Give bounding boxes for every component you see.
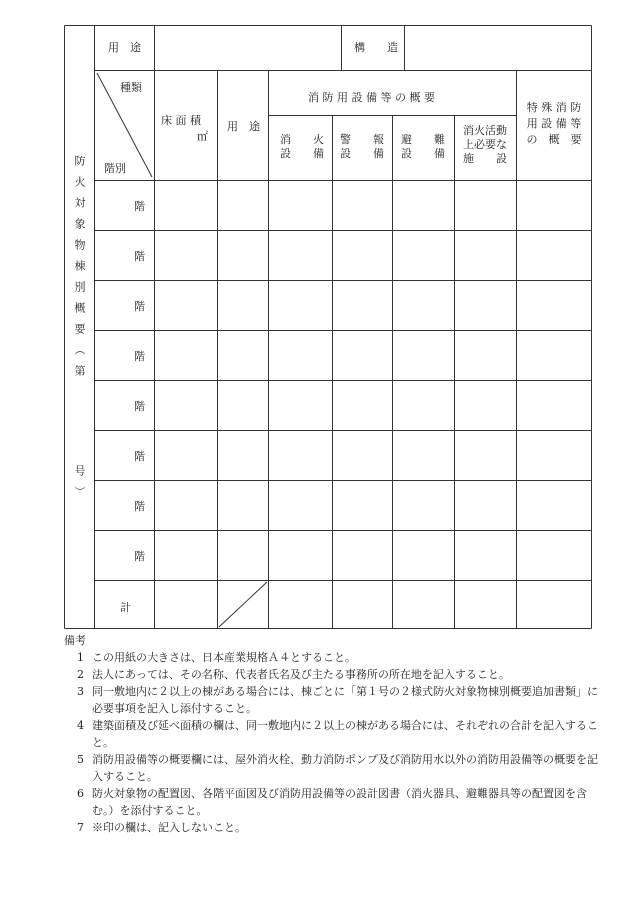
floor-row-label: 階 — [134, 200, 145, 213]
floor-row-label: 階 — [134, 350, 145, 363]
special-equipment-header: 特 殊 消 防 用 設 備 等 の 概 要 — [526, 101, 582, 146]
remark-item: 5 消防用設備等の概要欄には、屋外消火栓、動力消防ポンプ及び消防用水以外の消防用設備等の概要を記入すること。 — [77, 753, 598, 783]
structure-value-field[interactable] — [408, 34, 588, 62]
remark-item: 3 同一敷地内に２以上の棟がある場合には、棟ごとに「第１号の２様式防火対象物棟別概要追加書類」に必要事項を記入し添付すること。 — [77, 685, 598, 715]
floor-area-label: 床 面 積 — [161, 114, 201, 127]
floor-row-label: 階 — [134, 550, 145, 563]
evacuation-header: 避 難 設 備 — [401, 133, 445, 160]
alarm-header: 警 報 設 備 — [340, 133, 384, 160]
floor-row-label: 階 — [134, 300, 145, 313]
remarks-heading: 備考 — [64, 634, 86, 647]
side-title-end: 号） — [73, 465, 86, 507]
remark-item: 2 法人にあっては、その名称、代表者氏名及び主たる事務所の所在地を記入すること。 — [77, 668, 510, 681]
use-header: 用 途 — [227, 120, 260, 133]
floor-row-label: 階 — [134, 400, 145, 413]
use-label: 用 途 — [108, 41, 141, 54]
area-unit: ㎡ — [197, 130, 208, 143]
floor-row-label: 階 — [134, 500, 145, 513]
remark-item: 4 建築面積及び延べ面積の欄は、同一敷地内に２以上の棟がある場合には、それぞれの合計を記入すること。 — [77, 719, 598, 749]
side-title: 防火対象物棟別概要（第 — [73, 155, 86, 386]
total-label: 計 — [120, 601, 131, 614]
structure-label: 構 造 — [354, 41, 398, 54]
form-grid-lines — [64, 25, 592, 629]
floor-class-label: 階別 — [104, 162, 126, 175]
firefighting-header: 消火活動 上必要な 施 設 — [463, 124, 507, 165]
floor-row-label: 階 — [134, 250, 145, 263]
kind-label: 種類 — [120, 81, 142, 94]
remark-item: 7 ※印の欄は、記入しないこと。 — [77, 821, 246, 834]
building-summary-form — [64, 25, 592, 629]
use-value-field[interactable] — [157, 34, 344, 62]
floor-row-label: 階 — [134, 450, 145, 463]
remarks-section — [64, 633, 604, 836]
remark-item: 6 防火対象物の配置図、各階平面図及び消防用設備等の設計図書（消火器具、避難器具等の配置図を含む。）を添付すること。 — [77, 787, 587, 817]
diagonal-line — [219, 582, 267, 627]
remark-item: 1 この用紙の大きさは、日本産業規格Ａ４とすること。 — [77, 651, 356, 664]
extinguishing-header: 消 火 設 備 — [280, 133, 324, 160]
equipment-title: 消 防 用 設 備 等 の 概 要 — [308, 91, 435, 104]
